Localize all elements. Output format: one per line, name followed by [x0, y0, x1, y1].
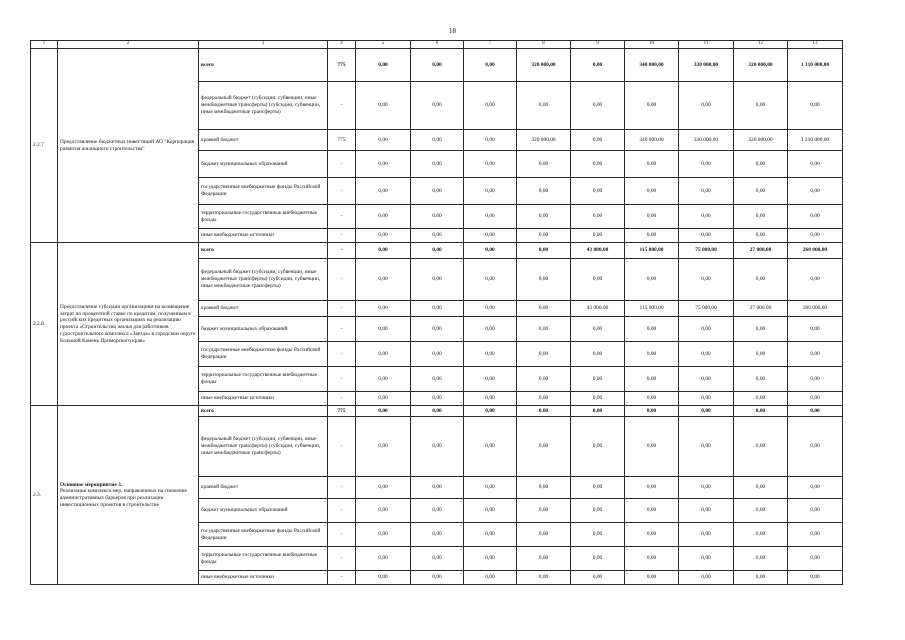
value-cell: 0,00 [571, 130, 625, 151]
funding-source: федеральный бюджет (субсидии, субвенции, иные межбюджетные трансферты) (субсидии, субвенции, иные межбюджетные трансферты) [199, 417, 328, 477]
value-cell: - [328, 259, 356, 301]
funding-source: всего [199, 49, 328, 82]
value-cell: 0,00 [625, 406, 679, 417]
column-header: 7 [464, 41, 517, 49]
value-cell: 775 [328, 49, 356, 82]
value-cell: 0,00 [571, 342, 625, 367]
value-cell: 0,00 [625, 523, 679, 547]
value-cell: 0,00 [625, 151, 679, 178]
section-text: Предоставление субсидии организациям на возмещение затрат по процентной ставке по кредитам, полученным в российских кредитных организациях на реализацию проекта «Строительство жилья для работников судостроительного комплекса «Звезда» в городском округе Большой Камень Приморского края» [60, 303, 196, 344]
value-cell: - [328, 342, 356, 367]
funding-source: бюджет муниципальных образований [199, 499, 328, 523]
value-cell: 0,00 [571, 151, 625, 178]
value-cell: 320 000,00 [734, 130, 788, 151]
value-cell: 0,00 [788, 317, 843, 342]
funding-source: бюджет муниципальных образований [199, 317, 328, 342]
value-cell: 0,00 [464, 477, 517, 499]
value-cell: 0,00 [734, 406, 788, 417]
value-cell: 0,00 [734, 499, 788, 523]
column-number-row [31, 41, 843, 49]
value-cell: 0,00 [571, 499, 625, 523]
value-cell: 0,00 [356, 49, 411, 82]
funding-source: территориальные государственные внебюджетные фонды [199, 205, 328, 229]
value-cell: 0,00 [679, 367, 734, 392]
value-cell: - [328, 392, 356, 406]
value-cell: 0,00 [411, 547, 464, 571]
value-cell: 0,00 [517, 547, 571, 571]
value-cell: 43 000,00 [571, 243, 625, 259]
value-cell: 0,00 [734, 82, 788, 130]
value-cell: - [328, 205, 356, 229]
value-cell: 0,00 [356, 178, 411, 205]
value-cell: 0,00 [679, 205, 734, 229]
value-cell: 0,00 [625, 417, 679, 477]
value-cell: 0,00 [679, 417, 734, 477]
funding-source: иные внебюджетные источники [199, 571, 328, 585]
value-cell: 0,00 [517, 417, 571, 477]
value-cell: 0,00 [411, 243, 464, 259]
value-cell: 0,00 [411, 259, 464, 301]
value-cell: 0,00 [788, 342, 843, 367]
column-header: 4 [328, 41, 356, 49]
value-cell: 0,00 [625, 229, 679, 243]
value-cell: 0,00 [356, 406, 411, 417]
value-cell: 0,00 [411, 523, 464, 547]
value-cell: 0,00 [411, 417, 464, 477]
value-cell: 0,00 [356, 523, 411, 547]
value-cell: 0,00 [625, 259, 679, 301]
value-cell: 0,00 [571, 547, 625, 571]
value-cell: 0,00 [411, 342, 464, 367]
value-cell: 0,00 [411, 367, 464, 392]
funding-source: краевой бюджет [199, 301, 328, 317]
value-cell: 0,00 [571, 317, 625, 342]
value-cell: - [328, 523, 356, 547]
value-cell: 0,00 [571, 259, 625, 301]
section-title: Основное мероприятие 3. [60, 481, 123, 488]
value-cell: 0,00 [411, 151, 464, 178]
value-cell: 115 000,00 [625, 301, 679, 317]
value-cell: 0,00 [517, 367, 571, 392]
value-cell: 0,00 [464, 417, 517, 477]
value-cell: 0,00 [356, 317, 411, 342]
value-cell: 0,00 [734, 205, 788, 229]
value-cell: 0,00 [734, 178, 788, 205]
value-cell: 0,00 [464, 178, 517, 205]
value-cell: 0,00 [464, 317, 517, 342]
value-cell: 0,00 [517, 205, 571, 229]
value-cell: 0,00 [356, 130, 411, 151]
table-row [31, 406, 843, 417]
value-cell: 115 000,00 [625, 243, 679, 259]
value-cell: 0,00 [571, 178, 625, 205]
value-cell: 0,00 [788, 477, 843, 499]
value-cell: 775 [328, 130, 356, 151]
value-cell: 0,00 [411, 392, 464, 406]
value-cell: 0,00 [411, 178, 464, 205]
value-cell: 0,00 [464, 342, 517, 367]
funding-source: территориальные государственные внебюджетные фонды [199, 367, 328, 392]
value-cell: 0,00 [679, 523, 734, 547]
value-cell: 0,00 [411, 406, 464, 417]
funding-source: иные внебюджетные источники [199, 229, 328, 243]
value-cell: 0,00 [464, 205, 517, 229]
value-cell: 0,00 [517, 178, 571, 205]
value-cell: 0,00 [734, 317, 788, 342]
value-cell: 0,00 [625, 571, 679, 585]
value-cell: 0,00 [734, 547, 788, 571]
value-cell: 0,00 [464, 130, 517, 151]
value-cell: 340 000,00 [625, 49, 679, 82]
value-cell: 0,00 [464, 547, 517, 571]
value-cell: 260 000,00 [788, 243, 843, 259]
value-cell: 0,00 [464, 571, 517, 585]
value-cell: 0,00 [356, 342, 411, 367]
value-cell: 0,00 [517, 243, 571, 259]
value-cell: 0,00 [788, 205, 843, 229]
value-cell: - [328, 82, 356, 130]
value-cell: 0,00 [734, 417, 788, 477]
funding-source: краевой бюджет [199, 477, 328, 499]
value-cell: 0,00 [517, 229, 571, 243]
value-cell: 0,00 [517, 342, 571, 367]
value-cell: 0,00 [356, 229, 411, 243]
funding-source: бюджет муниципальных образований [199, 151, 328, 178]
funding-source: государственные внебюджетные фонды Российской Федерации [199, 523, 328, 547]
section-code: 2.3. [31, 406, 58, 585]
value-cell: 0,00 [788, 82, 843, 130]
value-cell: 0,00 [571, 392, 625, 406]
funding-source: территориальные государственные внебюджетные фонды [199, 547, 328, 571]
value-cell: 0,00 [411, 49, 464, 82]
value-cell: 0,00 [571, 49, 625, 82]
value-cell: 0,00 [625, 477, 679, 499]
value-cell: 0,00 [464, 301, 517, 317]
section-text: Реализация комплекса мер, направленных на снижение административных барьеров при реализации инвестиционных проектов в строительстве [60, 488, 187, 508]
value-cell: 0,00 [625, 547, 679, 571]
value-cell: 0,00 [679, 178, 734, 205]
value-cell: 0,00 [679, 477, 734, 499]
value-cell: 260 000,00 [788, 301, 843, 317]
value-cell: 75 000,00 [679, 243, 734, 259]
value-cell: 0,00 [625, 82, 679, 130]
value-cell: 0,00 [356, 151, 411, 178]
column-header: 12 [734, 41, 788, 49]
funding-source: государственные внебюджетные фонды Российской Федерации [199, 178, 328, 205]
value-cell: 0,00 [734, 229, 788, 243]
value-cell: 0,00 [788, 229, 843, 243]
value-cell: 320 000,00 [517, 130, 571, 151]
value-cell: 0,00 [464, 523, 517, 547]
section-code: 2.2.8. [31, 243, 58, 406]
column-header: 2 [58, 41, 199, 49]
value-cell: 0,00 [571, 82, 625, 130]
value-cell: 0,00 [734, 259, 788, 301]
value-cell: 0,00 [517, 523, 571, 547]
value-cell: 0,00 [356, 367, 411, 392]
value-cell: - [328, 243, 356, 259]
value-cell: 0,00 [788, 571, 843, 585]
section-text: Предоставление бюджетных инвестиций АО "Корпорация развития жилищного строительства" [60, 138, 195, 152]
value-cell: - [328, 571, 356, 585]
value-cell: 320 000,00 [517, 49, 571, 82]
value-cell: 0,00 [517, 259, 571, 301]
funding-source: всего [199, 243, 328, 259]
value-cell: 0,00 [734, 342, 788, 367]
value-cell: 1 310 000,00 [788, 49, 843, 82]
value-cell: 0,00 [517, 406, 571, 417]
value-cell: 0,00 [679, 547, 734, 571]
value-cell: 0,00 [411, 301, 464, 317]
value-cell: 0,00 [625, 342, 679, 367]
value-cell: 0,00 [464, 151, 517, 178]
value-cell: 0,00 [464, 367, 517, 392]
section-description [58, 49, 199, 243]
value-cell: 0,00 [788, 523, 843, 547]
value-cell: 0,00 [517, 392, 571, 406]
value-cell: 0,00 [411, 205, 464, 229]
value-cell: 0,00 [571, 571, 625, 585]
value-cell: 27 000,00 [734, 243, 788, 259]
value-cell: 1 310 000,00 [788, 130, 843, 151]
value-cell: - [328, 151, 356, 178]
funding-source: иные внебюджетные источники [199, 392, 328, 406]
value-cell: 0,00 [679, 499, 734, 523]
value-cell: - [328, 477, 356, 499]
column-header: 8 [517, 41, 571, 49]
value-cell: 0,00 [517, 301, 571, 317]
value-cell: 0,00 [788, 547, 843, 571]
column-header: 1 [31, 41, 58, 49]
value-cell: 0,00 [464, 82, 517, 130]
value-cell: 0,00 [571, 406, 625, 417]
section-description [58, 243, 199, 406]
value-cell: 0,00 [625, 367, 679, 392]
value-cell: 0,00 [734, 571, 788, 585]
value-cell: 0,00 [356, 477, 411, 499]
column-header: 3 [199, 41, 328, 49]
funding-source: государственные внебюджетные фонды Российской Федерации [199, 342, 328, 367]
value-cell: 0,00 [788, 417, 843, 477]
value-cell: 0,00 [517, 82, 571, 130]
value-cell: 0,00 [517, 151, 571, 178]
value-cell: 0,00 [734, 523, 788, 547]
table-row [31, 49, 843, 82]
value-cell: 0,00 [517, 499, 571, 523]
funding-source: всего [199, 406, 328, 417]
value-cell: 340 000,00 [625, 130, 679, 151]
column-header: 6 [411, 41, 464, 49]
value-cell: 0,00 [679, 571, 734, 585]
value-cell: 0,00 [788, 406, 843, 417]
funding-source: федеральный бюджет (субсидии, субвенции, иные межбюджетные трансферты) (субсидии, субвенции, иные межбюджетные трансферты) [199, 82, 328, 130]
page-number: 18 [449, 27, 456, 35]
value-cell: 0,00 [625, 178, 679, 205]
value-cell: 0,00 [356, 243, 411, 259]
value-cell: 0,00 [679, 406, 734, 417]
value-cell: 0,00 [734, 477, 788, 499]
value-cell: 0,00 [679, 342, 734, 367]
section-description [58, 406, 199, 585]
value-cell: 0,00 [625, 205, 679, 229]
budget-table [30, 40, 843, 585]
value-cell: 75 000,00 [679, 301, 734, 317]
value-cell: - [328, 547, 356, 571]
value-cell: 0,00 [356, 301, 411, 317]
value-cell: 0,00 [356, 547, 411, 571]
funding-source: федеральный бюджет (субсидии, субвенции, иные межбюджетные трансферты) (субсидии, субвенции, иные межбюджетные трансферты) [199, 259, 328, 301]
table-body [31, 41, 843, 585]
value-cell: 0,00 [571, 417, 625, 477]
value-cell: 775 [328, 406, 356, 417]
value-cell: 0,00 [356, 392, 411, 406]
value-cell: 330 000,00 [679, 130, 734, 151]
value-cell: 320 000,00 [734, 49, 788, 82]
value-cell: 0,00 [679, 259, 734, 301]
value-cell: 0,00 [571, 367, 625, 392]
value-cell: - [328, 417, 356, 477]
column-header: 10 [625, 41, 679, 49]
value-cell: 0,00 [464, 243, 517, 259]
value-cell: 0,00 [411, 571, 464, 585]
value-cell: - [328, 499, 356, 523]
value-cell: 27 000,00 [734, 301, 788, 317]
value-cell: 0,00 [356, 417, 411, 477]
value-cell: - [328, 301, 356, 317]
value-cell: 0,00 [788, 499, 843, 523]
column-header: 9 [571, 41, 625, 49]
value-cell: 0,00 [734, 151, 788, 178]
value-cell: 0,00 [464, 392, 517, 406]
value-cell: 0,00 [625, 499, 679, 523]
value-cell: 0,00 [571, 477, 625, 499]
value-cell: 0,00 [517, 571, 571, 585]
value-cell: 0,00 [788, 178, 843, 205]
column-header: 5 [356, 41, 411, 49]
value-cell: - [328, 317, 356, 342]
value-cell: 43 000,00 [571, 301, 625, 317]
funding-source: краевой бюджет [199, 130, 328, 151]
value-cell: 0,00 [625, 317, 679, 342]
column-header: 11 [679, 41, 734, 49]
value-cell: 0,00 [734, 367, 788, 392]
value-cell: 0,00 [464, 259, 517, 301]
value-cell: 330 000,00 [679, 49, 734, 82]
value-cell: 0,00 [788, 259, 843, 301]
value-cell: 0,00 [517, 477, 571, 499]
value-cell: 0,00 [356, 259, 411, 301]
value-cell: - [328, 178, 356, 205]
value-cell: 0,00 [788, 367, 843, 392]
value-cell: - [328, 229, 356, 243]
value-cell: 0,00 [411, 229, 464, 243]
table-row [31, 243, 843, 259]
value-cell: 0,00 [356, 499, 411, 523]
value-cell: 0,00 [356, 205, 411, 229]
value-cell: 0,00 [464, 229, 517, 243]
value-cell: 0,00 [788, 392, 843, 406]
value-cell: 0,00 [356, 82, 411, 130]
value-cell: 0,00 [788, 151, 843, 178]
value-cell: 0,00 [411, 130, 464, 151]
section-code: 2.2.7 [31, 49, 58, 243]
value-cell: 0,00 [679, 151, 734, 178]
value-cell: 0,00 [464, 499, 517, 523]
value-cell: 0,00 [679, 317, 734, 342]
value-cell: 0,00 [571, 229, 625, 243]
value-cell: 0,00 [571, 523, 625, 547]
value-cell: 0,00 [464, 49, 517, 82]
value-cell: 0,00 [734, 392, 788, 406]
column-header: 13 [788, 41, 843, 49]
value-cell: 0,00 [411, 82, 464, 130]
value-cell: 0,00 [571, 205, 625, 229]
value-cell: - [328, 367, 356, 392]
value-cell: 0,00 [356, 571, 411, 585]
value-cell: 0,00 [517, 317, 571, 342]
value-cell: 0,00 [411, 317, 464, 342]
value-cell: 0,00 [625, 392, 679, 406]
value-cell: 0,00 [411, 477, 464, 499]
value-cell: 0,00 [679, 392, 734, 406]
value-cell: 0,00 [679, 82, 734, 130]
value-cell: 0,00 [679, 229, 734, 243]
value-cell: 0,00 [411, 499, 464, 523]
value-cell: 0,00 [464, 406, 517, 417]
